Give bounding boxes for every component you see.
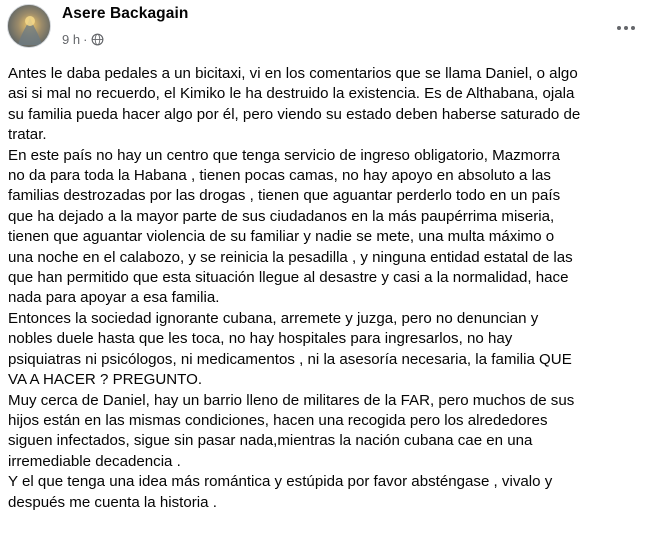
author-name[interactable]: Asere Backagain xyxy=(62,5,189,22)
post-text xyxy=(8,64,644,513)
post-timestamp[interactable]: 9 h xyxy=(62,31,81,47)
post-paragraph: Muy cerca de Daniel, hay un barrio lleno de militares de la FAR, pero muchos de sus hijos están en las mismas condiciones, hacen una recogida pero los alrededores siguen infectados, sigue sin pasar nada,mientras la nación cubana cae en una irremediable decadencia . xyxy=(8,391,575,470)
more-options-button[interactable] xyxy=(608,10,644,46)
post-paragraph: Entonces la sociedad ignorante cubana, arremete y juzga, pero no denuncian y nobles duele hasta que les toca, no hay hospitales para ingresarlos, no hay psiquiatras ni psicólogos, ni medicamentos , ni la asesoría necesaria, la familia QUE VA A HACER ? PREGUNTO. xyxy=(8,309,572,389)
avatar[interactable] xyxy=(7,4,51,48)
post-meta xyxy=(62,29,104,49)
post-paragraph: Antes le daba pedales a un bicitaxi, vi en los comentarios que se llama Daniel, o algo asi si mal no recuerdo, el Kimiko le ha destruido la existencia. Es de Althabana, ojala su familia pueda hacer algo por él, pero viendo su estado deben haberse saturado de tratar. xyxy=(8,65,581,144)
more-options-icon xyxy=(616,25,636,31)
meta-separator: · xyxy=(83,31,88,47)
post-paragraph: Y el que tenga una idea más romántica y estúpida por favor absténgase , vivalo y después me cuenta la historia . xyxy=(8,473,553,511)
avatar-image xyxy=(8,5,51,48)
globe-icon[interactable] xyxy=(91,33,104,46)
post-header xyxy=(0,0,652,60)
post-paragraph: En este país no hay un centro que tenga servicio de ingreso obligatorio, Mazmorra no da para toda la Habana , tienen pocas camas, no hay apoyo en absoluto a las familias destrozadas por las drogas , tienen que aguantar perderlo todo en un país que ha dejado a la mayor parte de sus ciudadanos en la más paupérrima miseria, tienen que aguantar violencia de su familiar y nadie se mete, una multa máximo o una noche en el calabozo, y se reinicia la pesadilla , y ninguna entidad estatal de las que han permitido que esta situación llegue al desastre y casi a la normalidad, hace nada para apoyar a esa familia. xyxy=(8,146,573,307)
